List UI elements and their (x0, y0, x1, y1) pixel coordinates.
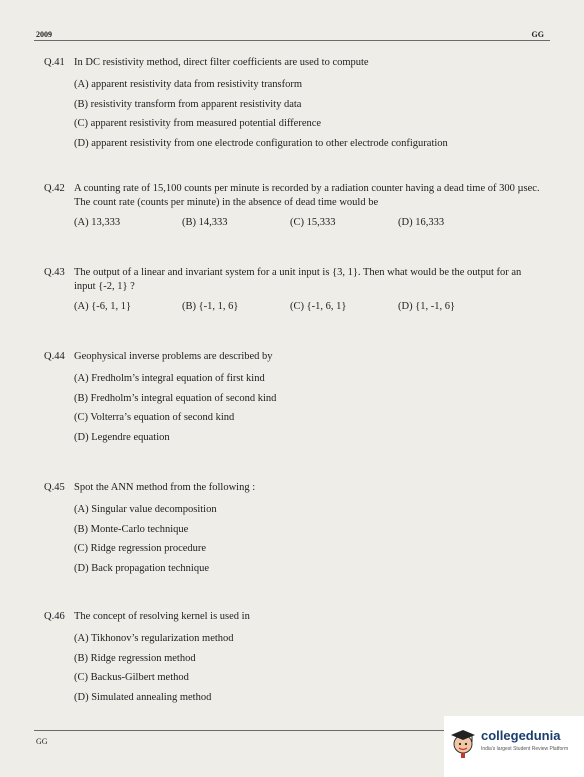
option-a: (A) Singular value decomposition (74, 504, 217, 515)
graduate-icon (450, 728, 476, 758)
option-d: (D) Simulated annealing method (74, 691, 212, 703)
option-list (74, 503, 544, 581)
question-text: The concept of resolving kernel is used in (74, 611, 250, 622)
question-41 (44, 56, 544, 156)
footer-paper-code: GG (36, 737, 48, 746)
option-a: (A) apparent resistivity data from resistivity transform (74, 79, 303, 90)
option-list (74, 632, 544, 710)
header-year: 2009 (36, 30, 52, 39)
option-a: (A) Tikhonov’s regularization method (74, 633, 234, 644)
header-rule (34, 40, 550, 41)
question-number: Q.45 (44, 482, 65, 493)
watermark-brand: collegedunia (481, 728, 561, 743)
option-list (74, 372, 544, 450)
question-number: Q.41 (44, 57, 65, 68)
option-d: (D) Back propagation technique (74, 562, 209, 574)
option-c: (C) Backus-Gilbert method (74, 672, 189, 683)
header-paper-code: GG (531, 30, 544, 39)
question-text: The output of a linear and invariant system for a unit input is {3, 1}. Then what would be the output for an input {-2, 1} ? (74, 267, 522, 292)
option-c: (C) Ridge regression procedure (74, 543, 207, 554)
option-c: (C) {-1, 6, 1} (290, 301, 347, 312)
question-text: Spot the ANN method from the following : (74, 482, 256, 493)
question-43 (44, 266, 544, 314)
question-text: A counting rate of 15,100 counts per minute is recorded by a radiation counter having a dead time of 300 µsec. The count rate (counts per minute) in the absence of dead time would be (74, 183, 540, 208)
option-a: (A) 13,333 (74, 217, 121, 228)
option-b: (B) Ridge regression method (74, 652, 196, 664)
question-number: Q.42 (44, 183, 65, 194)
option-list (74, 78, 544, 156)
question-44 (44, 350, 544, 450)
question-46 (44, 610, 544, 710)
option-b: (B) 14,333 (182, 217, 228, 228)
option-b: (B) Fredholm’s integral equation of second kind (74, 392, 277, 404)
question-45 (44, 481, 544, 581)
question-number: Q.46 (44, 611, 65, 622)
option-c: (C) 15,333 (290, 217, 336, 228)
question-text: Geophysical inverse problems are described by (74, 351, 273, 362)
option-b: (B) resistivity transform from apparent resistivity data (74, 98, 302, 110)
option-d: (D) Legendre equation (74, 431, 170, 443)
watermark-tagline: India's largest Student Review Platform (481, 746, 569, 752)
collegedunia-watermark (444, 716, 584, 777)
option-c: (C) apparent resistivity from measured potential difference (74, 118, 322, 129)
option-c: (C) Volterra’s equation of second kind (74, 412, 235, 423)
question-number: Q.43 (44, 267, 65, 278)
option-a: (A) Fredholm’s integral equation of first kind (74, 373, 265, 384)
option-d: (D) 16,333 (398, 217, 445, 228)
question-number: Q.44 (44, 351, 65, 362)
option-a: (A) {-6, 1, 1} (74, 301, 132, 312)
question-text: In DC resistivity method, direct filter coefficients are used to compute (74, 57, 369, 68)
option-b: (B) {-1, 1, 6} (182, 301, 239, 312)
question-42 (44, 182, 544, 230)
option-d: (D) apparent resistivity from one electrode configuration to other electrode configuration (74, 137, 448, 149)
option-d: (D) {1, -1, 6} (398, 301, 456, 312)
option-list (74, 300, 544, 314)
option-list (74, 216, 544, 230)
option-b: (B) Monte-Carlo technique (74, 523, 189, 535)
